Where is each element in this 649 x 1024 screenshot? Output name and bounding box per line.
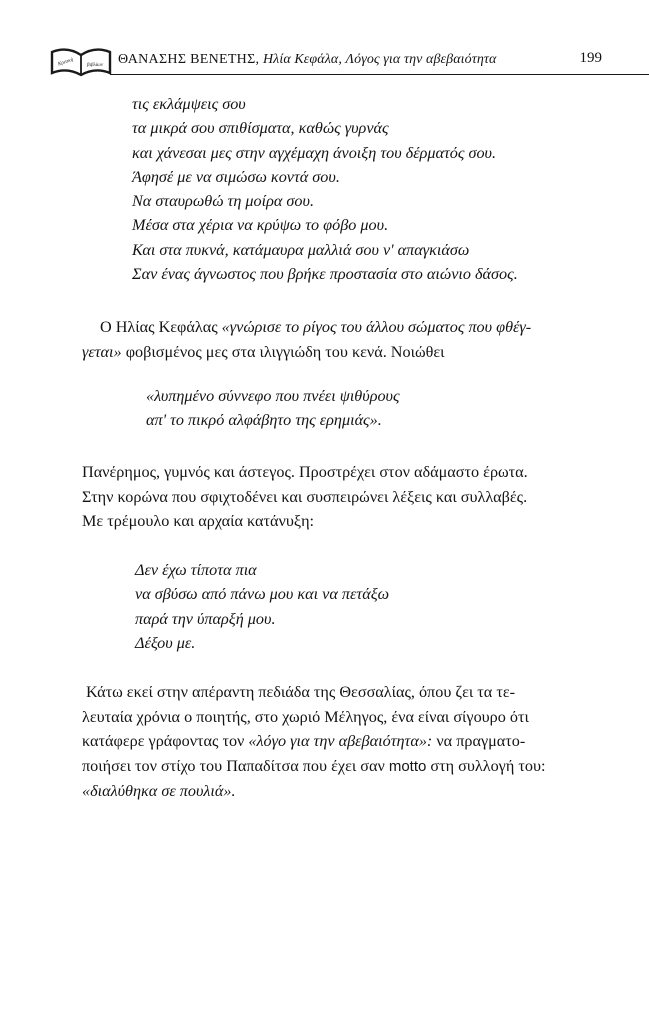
quote-run: «γνώρισε το ρίγος του άλλου σώματος που φθέγ-	[221, 318, 532, 336]
paragraph-line: Πανέρημος, γυμνός και άστεγος. Προστρέχει στον αδάμαστο έρωτα.	[82, 463, 528, 481]
motto-word: motto	[388, 757, 427, 775]
paragraph-line: Με τρέμουλο και αρχαία κατάνυξη:	[82, 512, 315, 530]
verse-line: Δεν έχω τίποτα πια	[135, 561, 257, 579]
text-run: Ο Ηλίας Κεφάλας	[100, 318, 222, 336]
logo-label-top: Κριτική	[57, 56, 75, 68]
quote-run: «λόγο για την αβεβαιότητα»:	[248, 732, 433, 750]
text-run: να πραγματο-	[432, 732, 526, 750]
paragraph-line	[82, 729, 614, 754]
verse-block-2	[146, 384, 400, 433]
paragraph-2	[82, 460, 614, 534]
text-run: ποιήσει τον στίχο του Παπαδίτσα που έχει σαν	[82, 756, 389, 775]
verse-line: να σβύσω από πάνω μου και να πετάξω	[135, 585, 390, 604]
verse-line: Σαν ένας άγνωστος που βρήκε προστασία στο αιώνιο δάσος.	[132, 265, 518, 284]
verse-line: Και στα πυκνά, κατάμαυρα μαλλιά σου ν' απαγκιάσω	[132, 240, 470, 259]
quote-run: «διαλύθηκα σε πουλιά».	[82, 782, 236, 800]
header-subject: Ηλία Κεφάλα,	[262, 52, 342, 67]
verse-block-3	[135, 558, 389, 655]
verse-line: Μέσα στα χέρια να κρύψω το φόβο μου.	[132, 216, 389, 235]
verse-line: Να σταυρωθώ τη μοίρα σου.	[132, 192, 314, 211]
verse-line: «λυπημένο σύννεφο που πνέει ψιθύρους	[146, 387, 400, 405]
paragraph-line: Κάτω εκεί στην απέραντη πεδιάδα της Θεσσαλίας, όπου ζει τα τε-	[86, 683, 516, 701]
paragraph-line	[82, 779, 614, 804]
verse-line: τα μικρά σου σπιθίσματα, καθώς γυρνάς	[132, 119, 389, 138]
verse-block-1	[132, 92, 518, 286]
text-run: κατάφερε γράφοντας τον	[82, 732, 249, 750]
verse-line: Δέξου με.	[135, 633, 196, 652]
verse-line: παρά την ύπαρξή μου.	[135, 609, 276, 628]
logo-label-bottom: βιβλίων	[86, 62, 104, 68]
verse-line: Άφησέ με να σιμώσω κοντά σου.	[132, 167, 340, 186]
verse-line: και χάνεσαι μες στην αγχέμαχη άνοιξη του δέρματός σου.	[132, 143, 497, 162]
paragraph-line: Στην κορώνα που σφιχτοδένει και συσπειρώνει λέξεις και συλλαβές.	[82, 487, 528, 506]
paragraph-line: λευταία χρόνια ο ποιητής, στο χωριό Μέληγος, ένα είναι σίγουρο ότι	[82, 707, 529, 726]
text-run: στη συλλογή του:	[426, 756, 546, 775]
verse-line: απ' το πικρό αλφάβητο της ερημιάς».	[146, 411, 382, 430]
paragraph-line	[82, 340, 614, 365]
quote-run: γεται»	[82, 342, 122, 361]
header-author: ΘΑΝΑΣΗΣ ΒΕΝΕΤΗΣ,	[118, 52, 260, 67]
header-title-line	[118, 52, 497, 68]
header-rule	[110, 74, 649, 75]
paragraph-line	[82, 315, 614, 340]
text-run: φοβισμένος μες στα ιλιγγιώδη του κενά. Νοιώθει	[121, 342, 445, 361]
header-book-title: Λόγος για την αβεβαιότητα	[345, 52, 497, 67]
paragraph-line	[82, 754, 614, 780]
paragraph-3	[82, 680, 614, 804]
open-book-icon	[48, 46, 114, 78]
running-header	[48, 44, 606, 78]
paragraph-1	[82, 315, 614, 364]
page-number: 199	[579, 50, 602, 66]
verse-line: τις εκλάμψεις σου	[132, 95, 246, 113]
